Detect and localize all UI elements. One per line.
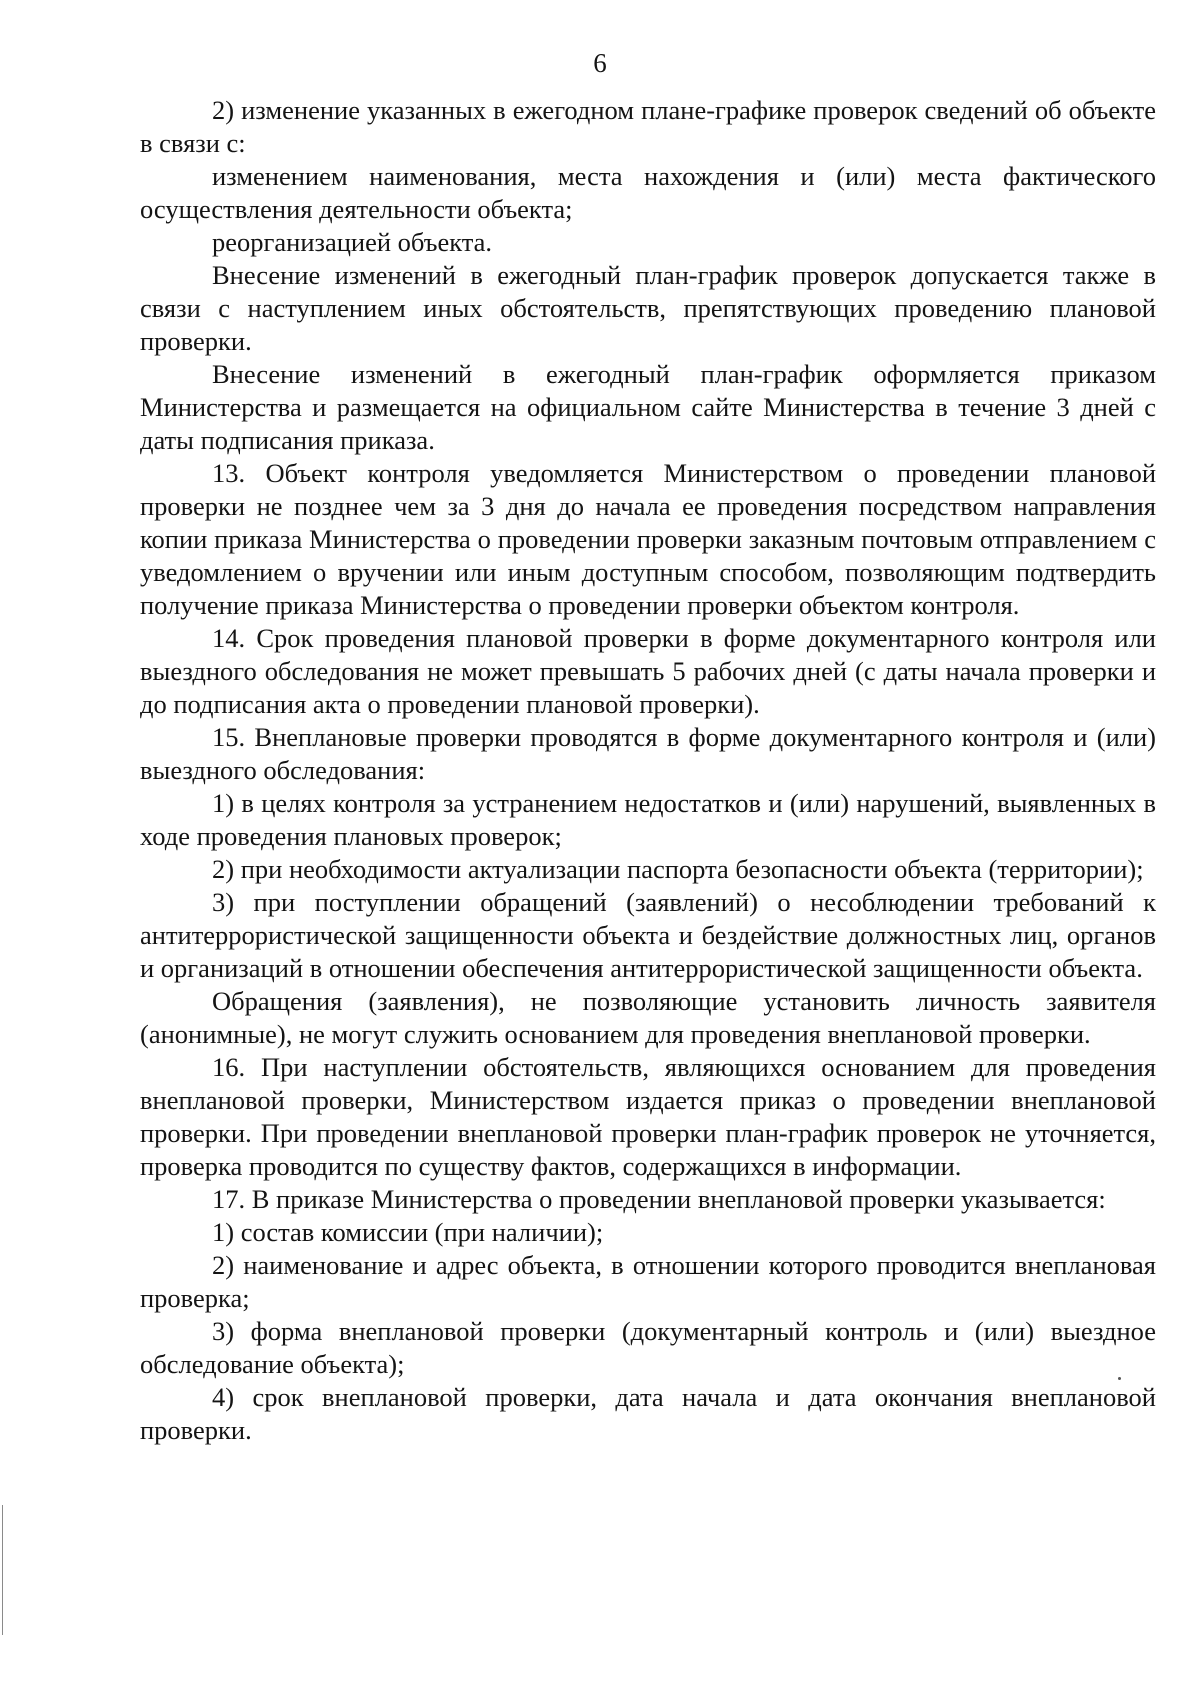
paragraph-15-item-1: 1) в целях контроля за устранением недостатков и (или) нарушений, выявленных в ходе проведения плановых проверок; (140, 788, 1156, 851)
scan-edge-line (2, 1505, 3, 1635)
paragraph-other-circumstances: Внесение изменений в ежегодный план-график проверок допускается также в связи с наступлением иных обстоятельств, препятствующих проведению плановой проверки. (140, 260, 1156, 356)
document-body (140, 94, 1156, 1447)
paragraph-anonymous-appeals: Обращения (заявления), не позволяющие установить личность заявителя (анонимные), не могут служить основанием для проведения внеплановой проверки. (140, 986, 1156, 1049)
scan-speck (1118, 1377, 1121, 1380)
page-number: 6 (593, 48, 607, 78)
paragraph-17-item-2: 2) наименование и адрес объекта, в отношении которого проводится внеплановая проверка; (140, 1250, 1156, 1313)
paragraph-item-2-change-info: 2) изменение указанных в ежегодном плане-графике проверок сведений об объекте в связи с: (140, 95, 1156, 158)
paragraph-16-order: 16. При наступлении обстоятельств, являющихся основанием для проведения внеплановой проверки, Министерством издается приказ о проведении внеплановой проверки. При проведении внеплановой проверки план-график проверок не уточняется, проверка проводится по существу фактов, содержащихся в информации. (140, 1052, 1156, 1181)
paragraph-17-item-1: 1) состав комиссии (при наличии); (212, 1217, 604, 1247)
paragraph-17-item-4: 4) срок внеплановой проверки, дата начала и дата окончания внеплановой проверки. (140, 1382, 1156, 1445)
paragraph-order-publication: Внесение изменений в ежегодный план-график оформляется приказом Министерства и размещается на официальном сайте Министерства в течение 3 дней с даты подписания приказа. (140, 359, 1156, 455)
paragraph-change-name-location: изменением наименования, места нахождения и (или) места фактического осуществления деятельности объекта; (140, 161, 1156, 224)
paragraph-17-order-content: 17. В приказе Министерства о проведении внеплановой проверки указывается: (212, 1184, 1106, 1214)
paragraph-17-item-3: 3) форма внеплановой проверки (документарный контроль и (или) выездное обследование объекта); (140, 1316, 1156, 1379)
paragraph-14-duration: 14. Срок проведения плановой проверки в форме документарного контроля или выездного обследования не может превышать 5 рабочих дней (с даты начала проверки и до подписания акта о проведении плановой проверки). (140, 623, 1156, 719)
paragraph-13-notification: 13. Объект контроля уведомляется Министерством о проведении плановой проверки не позднее чем за 3 дня до начала ее проведения посредством направления копии приказа Министерства о проведении проверки заказным почтовым отправлением с уведомлением о вручении или иным доступным способом, позволяющим подтвердить получение приказа Министерства о проведении проверки объектом контроля. (140, 458, 1156, 620)
paragraph-reorganization: реорганизацией объекта. (212, 227, 493, 257)
paragraph-15-item-2: 2) при необходимости актуализации паспорта безопасности объекта (территории); (212, 854, 1144, 884)
paragraph-15-item-3: 3) при поступлении обращений (заявлений) о несоблюдении требований к антитеррористической защищенности объекта и бездействие должностных лиц, органов и организаций в отношении обеспечения антитеррористической защищенности объекта. (140, 887, 1156, 983)
paragraph-15-unscheduled: 15. Внеплановые проверки проводятся в форме документарного контроля и (или) выездного обследования: (140, 722, 1156, 785)
